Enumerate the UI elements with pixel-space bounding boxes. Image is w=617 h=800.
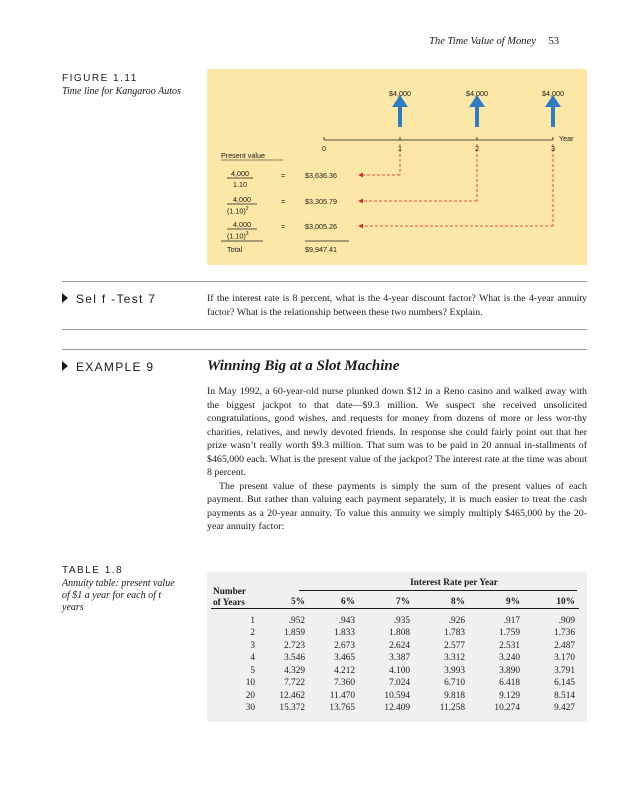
value-cell: 8.514 [554,690,575,701]
tick-label: 1 [398,144,402,153]
value-cell: 1.808 [389,628,410,639]
example-body [207,385,587,534]
value-cell: 2.624 [389,640,410,651]
table-row [213,677,575,690]
value-cell: 2.673 [334,640,355,651]
total-value: $9,947.41 [305,245,337,254]
rate-header: 7% [396,597,410,608]
tick-label: 2 [475,144,479,153]
value-cell: 2.577 [444,640,465,651]
running-title: The Time Value of Money [429,36,536,47]
rate-header: 5% [291,597,305,608]
total-label: Total [227,245,243,254]
value-cell: 1.859 [284,628,305,639]
value-cell: .952 [288,615,305,626]
value-cell: 2.531 [499,640,520,651]
years-cell: 20 [245,690,255,701]
pv-value: $3,636.36 [305,171,337,180]
rate-header: 9% [506,597,520,608]
equals-sign: = [281,171,286,180]
selftest-text: If the interest rate is 8 percent, what is the 4-year discount factor? What is the 4-year annuity factor? What is the relationship between these two numbers? Explain. [207,293,587,318]
payment-label: $4,000 [389,89,411,98]
rate-header: 8% [451,597,465,608]
figure-timeline [207,69,587,265]
rate-header-row [213,596,575,609]
value-cell: 12.409 [384,703,410,714]
value-cell: 1.833 [334,628,355,639]
value-cell: 4.329 [284,665,305,676]
value-cell: 9.818 [444,690,465,701]
value-cell: 1.783 [444,628,465,639]
value-cell: .943 [338,615,355,626]
value-cell: .909 [558,615,575,626]
fraction-denominator: 1.10 [233,180,247,189]
years-cell: 5 [250,665,255,676]
table-row [213,690,575,703]
value-cell: 6.145 [554,678,575,689]
fraction-denominator: $(1.10)^2$ [227,206,249,216]
pv-value: $3,305.79 [305,197,337,206]
value-cell: .935 [393,615,410,626]
equals-sign: = [281,222,286,231]
value-cell: 1.759 [499,628,520,639]
table-caption: Annuity table: present value of $1 a year for each of t years [62,578,175,613]
value-cell: 6.710 [444,678,465,689]
table-row [213,665,575,678]
page-number: 53 [548,36,559,47]
value-cell: 3.993 [444,665,465,676]
span-rule [299,590,577,591]
years-cell: 3 [250,640,255,651]
value-cell: 3.791 [554,665,575,676]
payment-label: $4,000 [542,89,564,98]
fraction-numerator: 4,000 [233,220,251,229]
table-row [213,627,575,640]
rate-header: 6% [341,597,355,608]
tick-label: 3 [551,144,555,153]
selftest-heading: Sel f -Test 7 [62,292,156,306]
value-cell: 9.129 [499,690,520,701]
value-cell: 2.487 [554,640,575,651]
value-cell: 3.890 [499,665,520,676]
triangle-bullet-icon [62,361,68,371]
pv-value: $3,005.26 [305,222,337,231]
value-cell: 4.100 [389,665,410,676]
value-cell: 7.360 [334,678,355,689]
value-cell: 2.723 [284,640,305,651]
table-row [213,640,575,653]
value-cell: 3.546 [284,653,305,664]
annuity-table [213,596,575,715]
value-cell: 6.418 [499,678,520,689]
table-row [213,702,575,715]
years-cell: 10 [245,678,255,689]
years-cell: 30 [245,703,255,714]
number-header: Number of Years [213,587,247,608]
timeline-graphic [207,69,587,265]
divider [62,329,587,330]
equals-sign: = [281,197,286,206]
value-cell: 12.462 [279,690,305,701]
table-row [213,615,575,628]
value-cell: 11.258 [439,703,465,714]
value-cell: 3.465 [334,653,355,664]
triangle-bullet-icon [62,293,68,303]
discount-lines [359,144,553,226]
divider [62,281,587,282]
fraction-denominator: $(1.10)^3$ [227,231,249,241]
payment-arrow [392,95,408,127]
years-cell: 2 [250,628,255,639]
divider [62,349,587,350]
pv-heading: Present value [221,151,265,160]
span-header: Interest Rate per Year [410,578,498,588]
example-paragraph: The present value of these payments is simply the sum of the present values of each payment. But rather than valuing each payment separately, it is much easier to treat the cash payments as a 20-year annuity. To value this annuity we simply multiply $465,000 by the 20-year annuity factor: [207,480,587,532]
example-heading: EXAMPLE 9 [62,360,154,374]
value-cell: .917 [503,615,520,626]
value-cell: 11.470 [329,690,355,701]
figure-label: FIGURE 1.11 [62,73,138,84]
value-cell: 1.736 [554,628,575,639]
value-cell: 4.212 [334,665,355,676]
example-paragraph: In May 1992, a 60-year-old nurse plunked down $12 in a Reno casino and walked away with the biggest jackpot to that date—$9.3 million. We suspect she received unsolicited congratulations, good wishes, and requests for money from dozens of more or less wor-thy charities, relatives, and newly devoted friends. In response she could fairly point out that her prize wasn’t really worth $9.3 million. That sum was to be paid in 20 annual in-stallments of $465,000 each. What is the present value of the jackpot? The interest rate at the time was about 8 percent. [207,386,587,478]
value-cell: 3.170 [554,653,575,664]
rate-header: 10% [556,597,575,608]
annuity-table-box [207,572,587,722]
running-header [429,36,559,47]
value-cell: 10.594 [384,690,410,701]
fraction-numerator: 4,000 [231,169,249,178]
value-cell: 10.274 [494,703,520,714]
payment-arrow [469,95,485,127]
value-cell: 3.387 [389,653,410,664]
value-cell: .926 [448,615,465,626]
value-cell: 15.372 [279,703,305,714]
table-row [213,652,575,665]
table-label: TABLE 1.8 [62,565,124,576]
axis-label: Year [559,134,574,143]
value-cell: 3.240 [499,653,520,664]
value-cell: 7.024 [389,678,410,689]
figure-caption: Time line for Kangaroo Autos [62,86,181,97]
value-cell: 7.722 [284,678,305,689]
fraction-numerator: 4,000 [233,195,251,204]
example-title: Winning Big at a Slot Machine [207,358,400,374]
value-cell: 3.312 [444,653,465,664]
value-cell: 13.765 [329,703,355,714]
payment-arrow [545,95,561,127]
value-cell: 9.427 [554,703,575,714]
payment-label: $4,000 [466,89,488,98]
years-cell: 1 [250,615,255,626]
years-cell: 4 [250,653,255,664]
tick-label: 0 [322,144,326,153]
